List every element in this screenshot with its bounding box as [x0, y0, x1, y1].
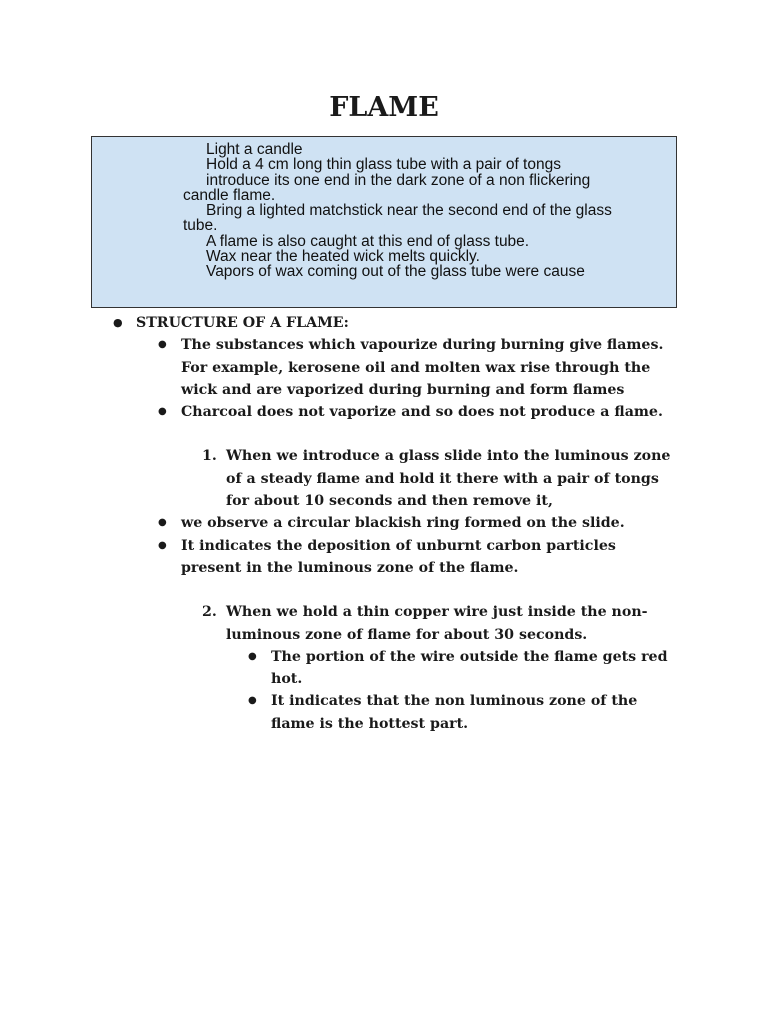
experiment-1-text: When we introduce a glass slide into the luminous zone of a steady flame and hold it there with a pair of tongs for about 10 seconds and then remove it, — [226, 448, 671, 510]
experiment-1 — [0, 445, 681, 512]
list-item: ● The portion of the wire outside the flame gets red hot. — [0, 646, 681, 691]
structure-heading: ● STRUCTURE OF A FLAME: — [0, 312, 768, 334]
list-item: ● Charcoal does not vaporize and so does not produce a flame. — [0, 401, 681, 423]
experiment-text-box — [91, 136, 677, 308]
page-title: FLAME — [329, 92, 439, 123]
box-line: Bring a lighted matchstick near the second end of the glass tube. — [183, 202, 612, 235]
box-line: Vapors of wax coming out of the glass tube were cause — [206, 263, 585, 280]
experiment-2-number: 2. — [202, 604, 217, 621]
notes-content — [0, 312, 768, 735]
list-item: ● It indicates the deposition of unburnt carbon particles present in the luminous zone of the flame. — [0, 535, 681, 580]
list-item: ● It indicates that the non luminous zone of the flame is the hottest part. — [0, 690, 681, 735]
experiment-2-text: When we hold a thin copper wire just inside the non-luminous zone of flame for about 30 seconds. — [226, 604, 648, 643]
box-line: Hold a 4 cm long thin glass tube with a pair of tongs — [206, 156, 561, 174]
list-item: ● we observe a circular blackish ring formed on the slide. — [0, 512, 681, 534]
experiment-1-number: 1. — [202, 448, 217, 465]
experiment-2 — [0, 601, 681, 646]
box-line: Light a candle — [206, 142, 303, 158]
box-line: Wax near the heated wick melts quickly. — [206, 248, 480, 266]
list-item: ● The substances which vapourize during burning give flames. For example, kerosene oil and molten wax rise through the wick and are vaporized during burning and form flames — [0, 334, 681, 401]
box-line: introduce its one end in the dark zone of a non flickering candle flame. — [183, 171, 591, 204]
box-line: A flame is also caught at this end of glass tube. — [206, 232, 530, 250]
